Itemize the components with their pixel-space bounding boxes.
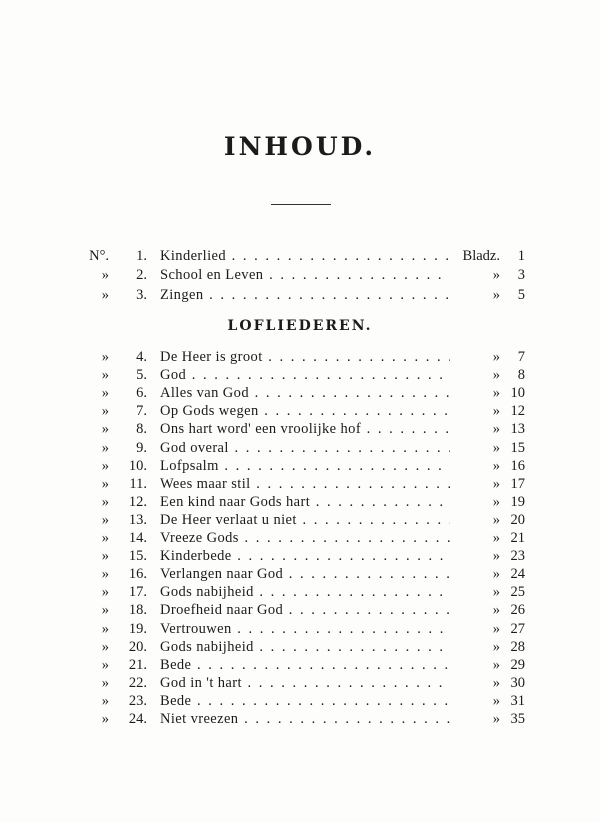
entry-number: 4.	[136, 349, 147, 365]
entry-title: Bede . . .	[160, 692, 450, 710]
entry-number: 6.	[136, 385, 147, 402]
entry-prefix: »	[101, 457, 109, 474]
toc-entry	[0, 565, 600, 583]
entry-title: God in 't hart . . .	[160, 674, 450, 692]
entry-title: God . . .	[160, 366, 450, 384]
toc-entry	[0, 710, 600, 728]
entry-number: 5.	[136, 367, 147, 384]
entry-prefix: »	[101, 493, 109, 510]
entry-page-number: 20	[510, 511, 525, 528]
entry-page-prefix: »	[492, 692, 500, 709]
toc-entry	[0, 529, 600, 547]
entry-number: 22.	[128, 674, 147, 691]
entry-prefix: »	[101, 620, 109, 637]
entry-prefix: »	[101, 267, 109, 284]
entry-page-number: 31	[510, 692, 525, 709]
entry-title: Wees maar stil . . .	[160, 475, 450, 493]
toc-entry	[0, 457, 600, 475]
entry-title: De Heer is groot . . .	[160, 348, 450, 366]
entry-title: Alles van God . . .	[160, 384, 450, 402]
toc-entry	[0, 420, 600, 438]
entry-page-prefix: »	[492, 566, 500, 583]
section-heading: LOFLIEDEREN.	[227, 318, 373, 334]
toc-entry	[0, 656, 600, 674]
entry-number: 23.	[128, 692, 147, 709]
toc-entry	[0, 493, 600, 511]
entry-page-number: 3	[517, 267, 525, 284]
toc-entry	[0, 439, 600, 457]
entry-prefix: »	[101, 602, 109, 619]
entry-prefix: »	[101, 439, 109, 456]
entry-page-number: 12	[510, 403, 525, 420]
entry-page-number: 13	[510, 421, 525, 438]
entry-title: Niet vreezen . . .	[160, 710, 450, 728]
entry-title: Vertrouwen . . .	[160, 620, 450, 638]
entry-page-number: 15	[510, 439, 525, 456]
entry-prefix: »	[101, 475, 109, 492]
entry-page-prefix: »	[492, 656, 500, 673]
entry-prefix: N°.	[89, 248, 109, 264]
entry-page-prefix: »	[492, 530, 500, 546]
entry-prefix: »	[101, 403, 109, 420]
entry-number: 12.	[128, 493, 147, 510]
entry-title: Vreeze Gods . . .	[160, 529, 450, 547]
entry-title: Kinderbede . . .	[160, 547, 450, 565]
entry-page-prefix: »	[492, 267, 500, 284]
entry-page-number: 24	[510, 566, 525, 583]
entry-page-number: 26	[510, 602, 525, 619]
entry-title: Droefheid naar God . . .	[160, 601, 450, 619]
entry-page-number: 19	[510, 493, 525, 510]
entry-prefix: »	[101, 656, 109, 673]
entry-prefix: »	[101, 711, 109, 727]
entry-title: School en Leven . . .	[160, 266, 450, 284]
entry-page-prefix: »	[492, 439, 500, 456]
entry-title: Kinderlied . . .	[160, 247, 450, 265]
entry-number: 13.	[128, 511, 147, 528]
entry-prefix: »	[101, 421, 109, 438]
entry-number: 9.	[136, 439, 147, 456]
entry-page-prefix: »	[492, 421, 500, 438]
entry-page-prefix: »	[492, 674, 500, 691]
entry-prefix: »	[101, 511, 109, 528]
title-divider	[271, 204, 331, 205]
entry-prefix: »	[101, 530, 109, 546]
entry-number: 17.	[128, 584, 147, 601]
entry-prefix: »	[101, 385, 109, 402]
entry-number: 15.	[128, 548, 147, 565]
entry-number: 3.	[136, 286, 147, 303]
entry-title: Ons hart word' een vroolijke hof . . .	[160, 420, 450, 438]
toc-entry	[0, 402, 600, 420]
entry-page-number: 27	[510, 620, 525, 637]
entry-number: 8.	[136, 421, 147, 438]
entry-prefix: »	[101, 584, 109, 601]
toc-entry	[0, 620, 600, 638]
entry-prefix: »	[101, 566, 109, 583]
entry-number: 20.	[128, 638, 147, 655]
entry-page-prefix: »	[492, 511, 500, 528]
entry-title: Een kind naar Gods hart . . .	[160, 493, 450, 511]
entry-title: Zingen . . .	[160, 286, 450, 304]
entry-page-number: 10	[510, 385, 525, 402]
entry-page-number: 23	[510, 548, 525, 565]
entry-page-number: 29	[510, 656, 525, 673]
entry-page-number: 7	[517, 349, 525, 365]
page-title: INHOUD.	[223, 132, 377, 161]
entry-prefix: »	[101, 674, 109, 691]
entry-number: 14.	[128, 530, 147, 546]
entry-title: Bede . . .	[160, 656, 450, 674]
entry-title: Op Gods wegen . . .	[160, 402, 450, 420]
entry-page-number: 5	[517, 286, 525, 303]
entry-page-prefix: »	[492, 286, 500, 303]
entry-page-prefix: Bladz.	[462, 248, 500, 264]
entry-page-number: 1	[517, 248, 525, 264]
toc-entry	[0, 547, 600, 565]
entry-page-number: 35	[510, 711, 525, 727]
entry-page-prefix: »	[492, 584, 500, 601]
entry-page-prefix: »	[492, 638, 500, 655]
entry-prefix: »	[101, 692, 109, 709]
entry-number: 2.	[136, 267, 147, 284]
entry-page-number: 8	[517, 367, 525, 384]
entry-title: De Heer verlaat u niet . . .	[160, 511, 450, 529]
entry-page-number: 17	[510, 475, 525, 492]
toc-entry	[0, 475, 600, 493]
entry-prefix: »	[101, 286, 109, 303]
toc-entry	[0, 348, 600, 366]
entry-page-prefix: »	[492, 349, 500, 365]
entry-page-prefix: »	[492, 403, 500, 420]
entry-page-prefix: »	[492, 711, 500, 727]
toc-entry	[0, 384, 600, 402]
entry-number: 19.	[128, 620, 147, 637]
entry-number: 7.	[136, 403, 147, 420]
entry-number: 16.	[128, 566, 147, 583]
toc-entry	[0, 692, 600, 710]
entry-number: 11.	[129, 475, 147, 492]
entry-title: Lofpsalm . . .	[160, 457, 450, 475]
entry-page-prefix: »	[492, 548, 500, 565]
entry-prefix: »	[101, 548, 109, 565]
entry-number: 10.	[128, 457, 147, 474]
toc-entry	[0, 674, 600, 692]
entry-page-prefix: »	[492, 620, 500, 637]
entry-page-prefix: »	[492, 493, 500, 510]
entry-page-number: 21	[510, 530, 525, 546]
entry-title: God overal . . .	[160, 439, 450, 457]
entry-page-number: 30	[510, 674, 525, 691]
entry-title: Verlangen naar God . . .	[160, 565, 450, 583]
entry-page-prefix: »	[492, 385, 500, 402]
toc-entry	[0, 286, 600, 304]
toc-entry	[0, 266, 600, 284]
entry-page-prefix: »	[492, 367, 500, 384]
toc-entry	[0, 638, 600, 656]
toc-entry	[0, 583, 600, 601]
entry-prefix: »	[101, 638, 109, 655]
entry-number: 21.	[128, 656, 147, 673]
toc-entry	[0, 601, 600, 619]
entry-number: 1.	[136, 248, 147, 264]
toc-entry	[0, 366, 600, 384]
entry-page-number: 28	[510, 638, 525, 655]
entry-title: Gods nabijheid . . .	[160, 583, 450, 601]
entry-page-prefix: »	[492, 475, 500, 492]
entry-prefix: »	[101, 349, 109, 365]
entry-number: 24.	[128, 711, 147, 727]
toc-entry	[0, 247, 600, 265]
entry-title: Gods nabijheid . . .	[160, 638, 450, 656]
entry-number: 18.	[128, 602, 147, 619]
entry-prefix: »	[101, 367, 109, 384]
entry-page-prefix: »	[492, 457, 500, 474]
entry-page-number: 16	[510, 457, 525, 474]
toc-entry	[0, 511, 600, 529]
entry-page-prefix: »	[492, 602, 500, 619]
entry-page-number: 25	[510, 584, 525, 601]
